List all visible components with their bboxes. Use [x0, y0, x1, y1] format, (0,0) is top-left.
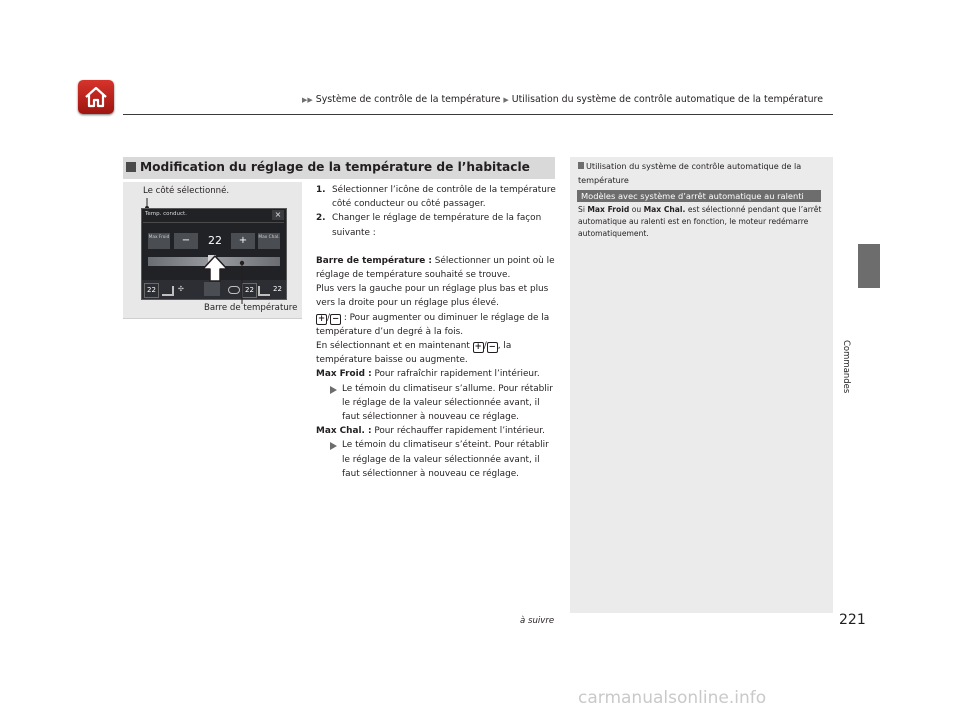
note-bold-max-chal: Max Chal.: [643, 205, 686, 214]
screen-right-temp: 22: [242, 283, 257, 298]
step-1-text: Sélectionner l’icône de contrôle de la température côté conducteur ou côté passager.: [332, 185, 556, 210]
watermark: carmanualsonline.info: [578, 688, 767, 708]
max-froid-label: Max Froid :: [316, 369, 372, 380]
seat-heater-icon: [162, 286, 174, 296]
breadcrumb: [302, 94, 823, 105]
step-2-number: 2.: [316, 213, 326, 224]
step-2: [316, 211, 556, 239]
max-froid-sub-text: Le témoin du climatiseur s’allume. Pour rétablir le réglage de la valeur sélectionnée avant, il faut sélectionner à nouveau ce réglage.: [342, 383, 553, 423]
key-separator: /: [483, 341, 487, 352]
screen-max-cold-button: Max Froid: [148, 233, 170, 249]
breadcrumb-link-climate[interactable]: Système de contrôle de la température: [315, 94, 501, 105]
plus-key-icon: +: [474, 342, 482, 353]
minus-key-icon: −: [488, 342, 496, 353]
screen-max-hot-button: Max Chal.: [258, 233, 280, 249]
max-froid-paragraph: [316, 367, 556, 381]
pointer-arrow-icon: [200, 254, 230, 284]
max-chal-paragraph: [316, 424, 556, 438]
plus-minus-paragraph: [316, 311, 556, 339]
fan-icon: ✣: [178, 285, 184, 293]
max-froid-text: Pour rafraîchir rapidement l’intérieur.: [371, 369, 540, 380]
hold-text-2: , la température baisse ou augmente.: [316, 341, 512, 366]
result-arrow-icon: [330, 442, 337, 450]
plus-minus-text: : Pour augmenter ou diminuer le réglage de la température d’un degré à la fois.: [316, 312, 550, 337]
plus-key-icon: +: [317, 313, 326, 324]
note-model-badge: Modèles avec système d’arrêt automatique au ralenti: [577, 190, 821, 202]
max-froid-sub: [316, 382, 556, 425]
temp-bar-label: Barre de température :: [316, 255, 432, 266]
instructions: [316, 183, 556, 481]
callout-selected-side: Le côté sélectionné.: [143, 186, 230, 196]
temp-bar-paragraph: [316, 254, 556, 282]
chapter-label: Commandes: [841, 340, 851, 394]
home-button[interactable]: [78, 80, 114, 114]
hold-paragraph: [316, 339, 556, 367]
page-number: 221: [839, 612, 866, 628]
note-bold-max-froid: Max Froid: [587, 205, 630, 214]
note-body: [578, 204, 823, 241]
screen-close-icon: ×: [272, 210, 284, 220]
note-title: [578, 159, 814, 187]
chapter-tab[interactable]: [858, 244, 880, 288]
section-square-icon: [126, 162, 136, 172]
temp-bar-text: Sélectionner un point où le réglage de température souhaité se trouve.: [316, 255, 555, 281]
breadcrumb-arrow-icon: ▶: [503, 96, 509, 104]
minus-key-icon: −: [331, 313, 340, 324]
home-icon: [83, 84, 109, 110]
screen-left-temp: 22: [144, 283, 159, 298]
max-chal-sub: [316, 438, 556, 481]
breadcrumb-arrow-icon: ▶▶: [302, 96, 313, 104]
header-divider: [123, 114, 833, 115]
step-1-number: 1.: [316, 185, 326, 195]
max-chal-sub-text: Le témoin du climatiseur s’éteint. Pour rétablir le réglage de la valeur sélectionnée avant, il faut sélectionner à nouveau ce réglage.: [342, 440, 549, 479]
note-text-2: ou: [629, 205, 644, 214]
screen-plus-button: +: [231, 233, 255, 249]
screen-minus-button: −: [174, 233, 198, 249]
note-text-3: est sélectionné pendant que l’arrêt automatique au ralenti est en fonction, le moteur redémarre automatiquement.: [578, 205, 822, 239]
continued-label: à suivre: [520, 616, 555, 626]
screen-right-temp-2: 22: [273, 285, 282, 293]
breadcrumb-link-auto-climate[interactable]: Utilisation du système de contrôle automatique de la température: [511, 94, 823, 105]
step-2-text: Changer le réglage de température de la façon suivante :: [332, 213, 542, 238]
result-arrow-icon: [330, 386, 337, 394]
hold-text-1: En sélectionnant et en maintenant: [316, 341, 473, 352]
seat-heater-right-icon: [258, 286, 270, 296]
max-chal-label: Max Chal. :: [316, 426, 372, 437]
section-title: Modification du réglage de la température de l’habitacle: [140, 160, 530, 174]
temp-bar-paragraph-2: Plus vers la gauche pour un réglage plus bas et plus vers la droite pour un réglage plus élevé.: [316, 284, 549, 309]
note-title-text: Utilisation du système de contrôle automatique de la température: [578, 161, 802, 185]
mode-button-icon: [204, 282, 220, 296]
screen-temp-value: 22: [208, 234, 222, 247]
screen-divider: [143, 222, 284, 223]
note-text-1: Si: [578, 205, 588, 214]
note-marker-icon: [578, 162, 584, 169]
key-separator: /: [327, 312, 330, 323]
callout-line-temp-bar-icon: [236, 259, 248, 305]
max-chal-text: Pour réchauffer rapidement l’intérieur.: [371, 426, 545, 437]
screen-header-label: Temp. conduct.: [145, 211, 187, 217]
callout-temp-bar: Barre de température: [204, 303, 298, 313]
step-1: [316, 183, 556, 211]
